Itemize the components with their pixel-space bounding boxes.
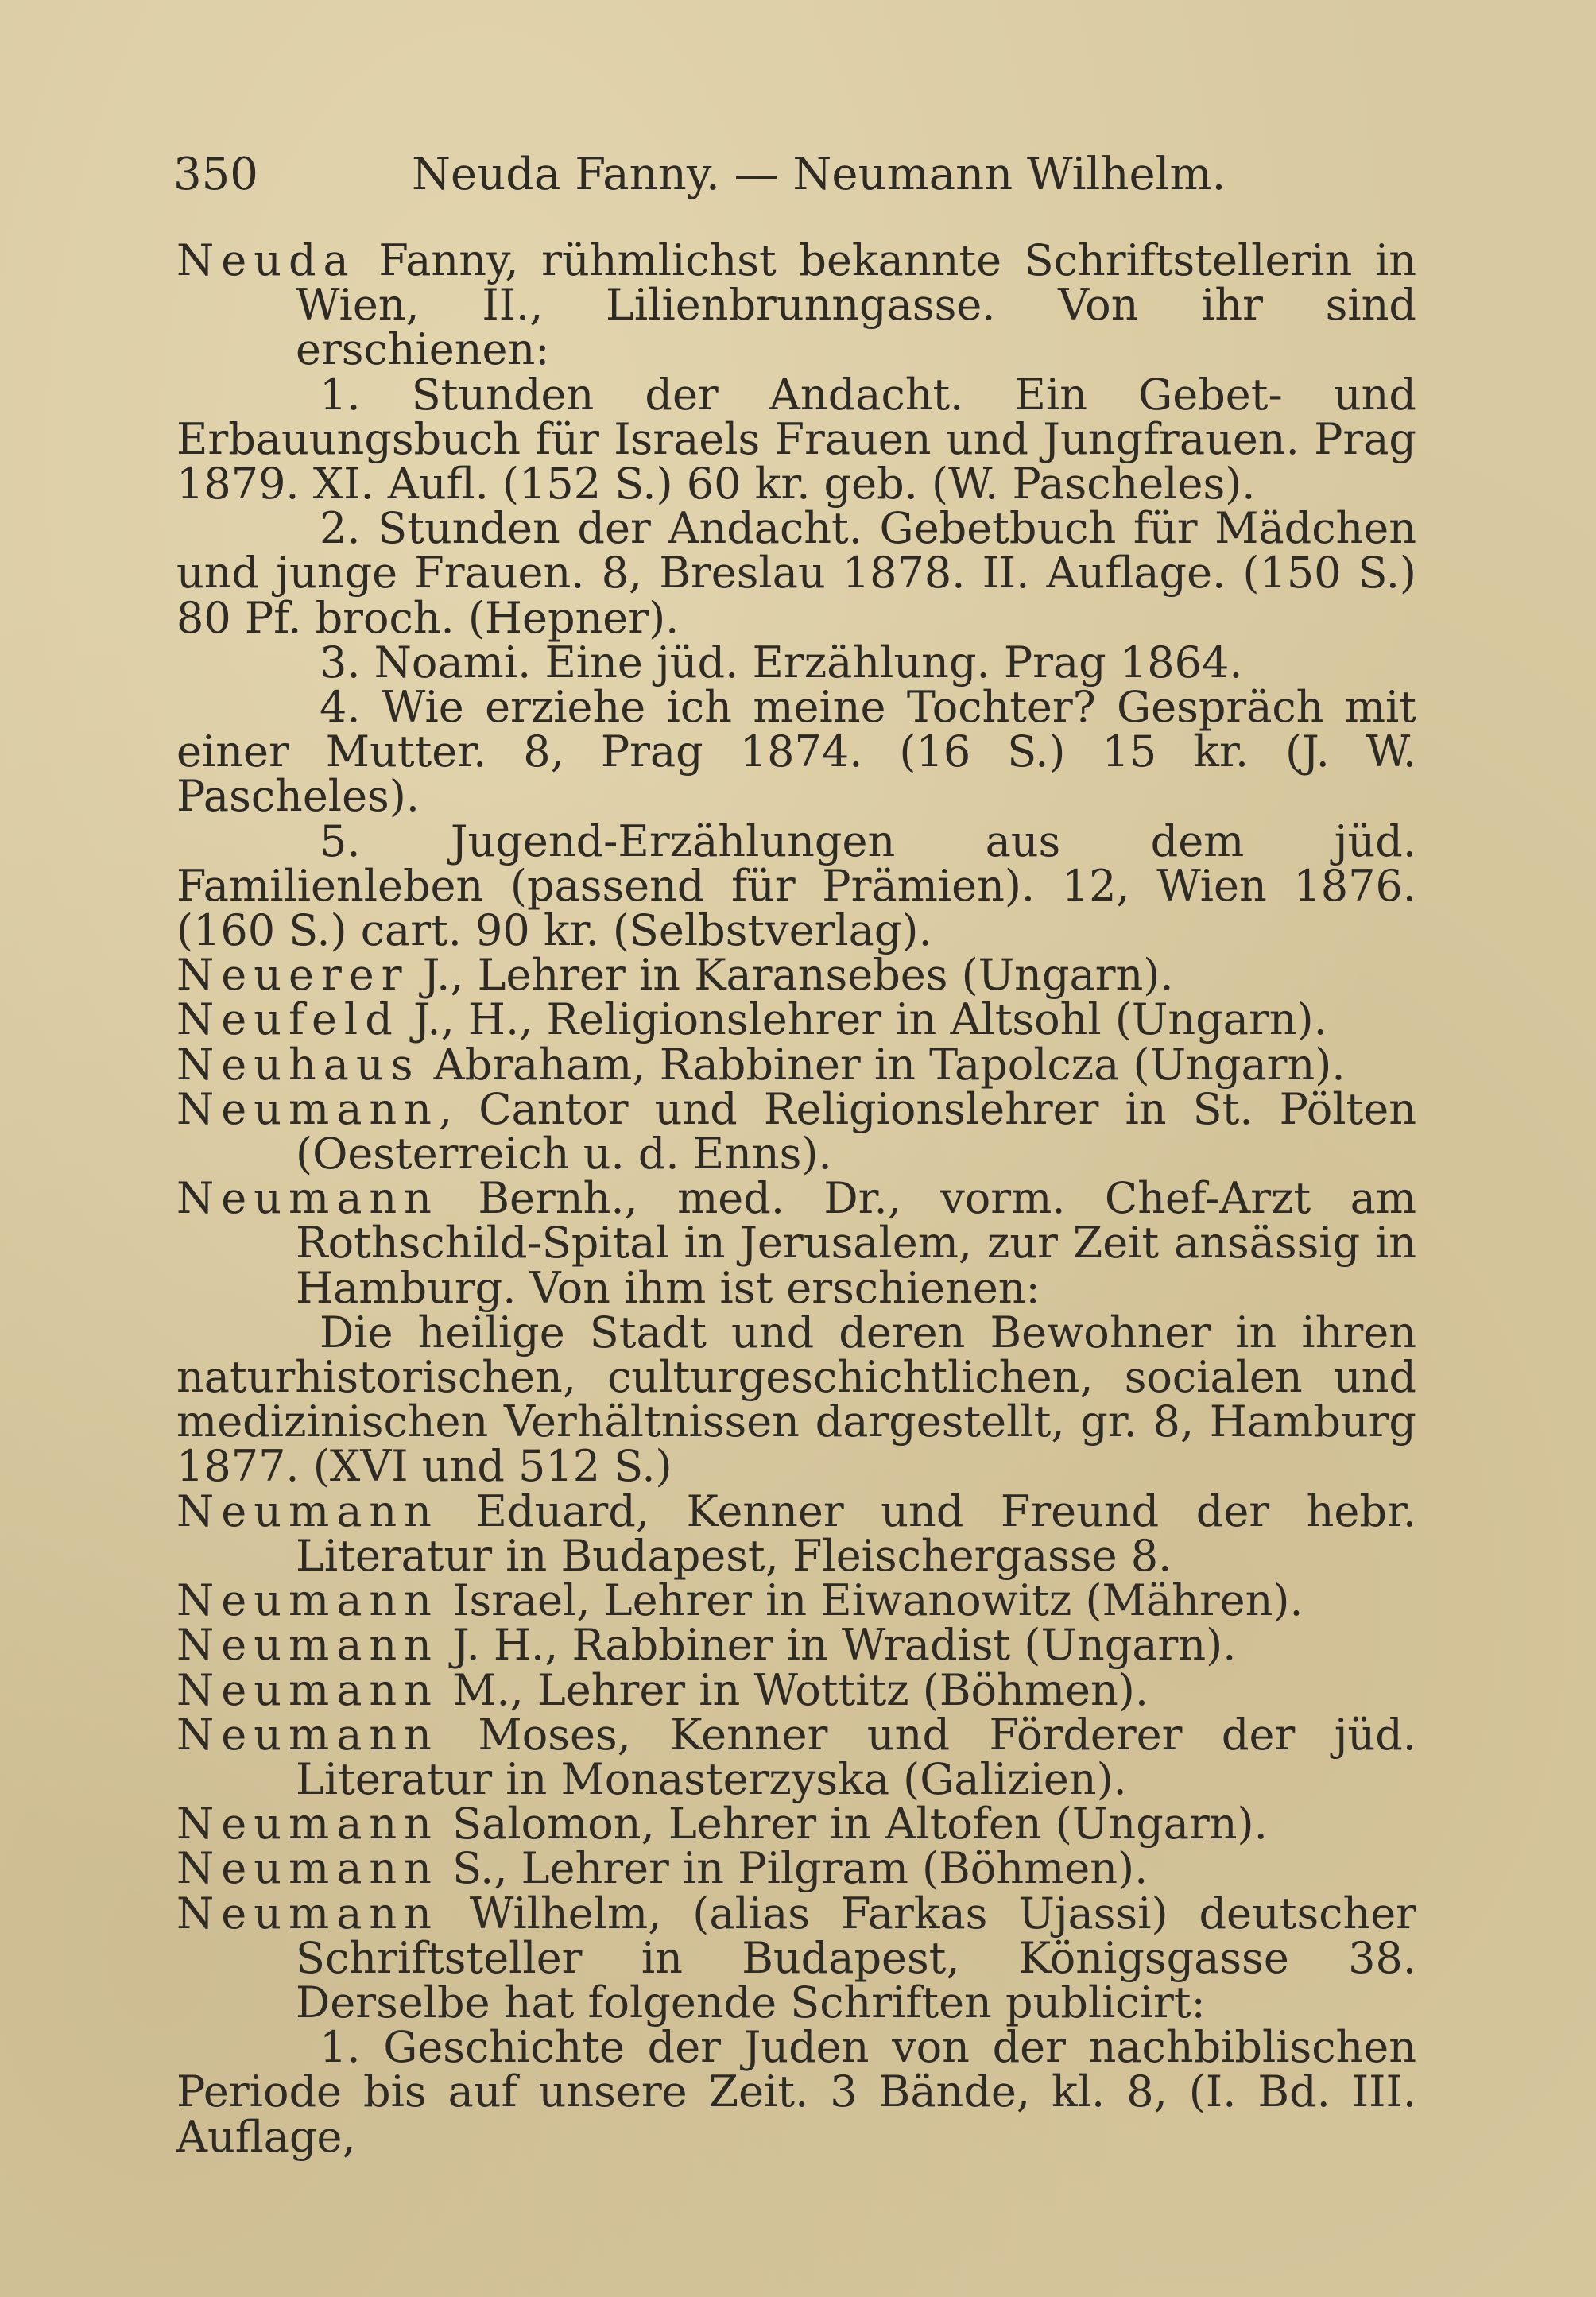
page-header [173,149,1226,200]
entry-text: Wilhelm, (alias Farkas Ujassi) deutscher Schriftsteller in Budapest, Königsgasse 38. Derselbe hat folgende Schriften publicirt: [296,1888,1416,2028]
entry-surname: Neumann [176,1083,439,1134]
entry-text: M., Lehrer in Wottitz (Böhmen). [438,1664,1149,1715]
entry-neumann-eduard [176,1485,1416,1581]
entry-surname: Neumann [176,1843,439,1894]
entry-surname: Neumann [176,1799,439,1850]
entry-text: Bernh., med. Dr., vorm. Chef-Arzt am Rothschild-Spital in Jerusalem, zur Zeit ansässig in Hamburg. Von ihm ist erschienen: [296,1173,1416,1313]
entry-surname: Neuda [176,235,356,285]
work-item: 1. Geschichte der Juden von der nachbiblischen Periode bis auf unsere Zeit. 3 Bände, kl. 8, (I. Bd. III. Auflage, [176,2022,1416,2162]
entry-text: J., Lehrer in Karansebes (Ungarn). [409,950,1174,1001]
work-item: 3. Noami. Eine jüd. Erzählung. Prag 1864. [320,637,1243,688]
entry-text: Fanny, rühmlichst bekannte Schriftstellerin in Wien, II., Lilienbrunngasse. Von ihr sind erschienen: [296,235,1416,375]
entry-neumann-s [176,1843,1416,1894]
entry-text: S., Lehrer in Pilgram (Böhmen). [438,1843,1149,1894]
entry-text: , Cantor und Religionslehrer in St. Pölten (Oesterreich u. d. Enns). [296,1083,1416,1179]
entry-surname: Neumann [176,1888,439,1939]
entry-neufeld [176,994,1416,1045]
entry-neumann-jh [176,1620,1416,1671]
work-item: 1. Stunden der Andacht. Ein Gebet- und Erbauungsbuch für Israels Frauen und Jungfrauen. Prag 1879. XI. Aufl. (152 S.) 60 kr. geb. (W. Pascheles). [176,369,1416,509]
entry-surname: Neumann [176,1709,439,1760]
entry-neumann-bernh [176,1173,1416,1313]
work-item: 5. Jugend-Erzählungen aus dem jüd. Familienleben (passend für Prämien). 12, Wien 1876. (160 S.) cart. 90 kr. (Selbstverlag). [176,815,1416,956]
entry-neumann-m [176,1664,1416,1715]
entry-neuerer [176,950,1416,1001]
running-title: Neuda Fanny. — Neumann Wilhelm. [412,149,1226,200]
work-item: 2. Stunden der Andacht. Gebetbuch für Mädchen und junge Frauen. 8, Breslau 1878. II. Auflage. (150 S.) 80 Pf. broch. (Hepner). [176,503,1416,643]
entry-neumann-salomon [176,1799,1416,1850]
page-body [176,235,1416,2162]
entry-text: Eduard, Kenner und Freund der hebr. Literatur in Budapest, Fleischergasse 8. [296,1485,1416,1581]
entry-neumann-cantor [176,1083,1416,1179]
entry-surname: Neumann [176,1485,439,1536]
entry-surname: Neuerer [176,950,409,1001]
entry-neumann-israel [176,1575,1416,1626]
entry-surname: Neumann [176,1173,439,1224]
entry-text: Abraham, Rabbiner in Tapolcza (Ungarn). [420,1039,1346,1090]
entry-text: J., H., Religionslehrer in Altsohl (Ungarn). [399,994,1327,1045]
entry-neumann-moses [176,1709,1416,1804]
entry-surname: Neumann [176,1575,439,1626]
entry-surname: Neumann [176,1664,439,1715]
entry-text: J. H., Rabbiner in Wradist (Ungarn). [438,1620,1237,1671]
entry-surname: Neufeld [176,994,400,1045]
entry-surname: Neumann [176,1620,439,1671]
page-number: 350 [173,149,258,200]
entry-text: Moses, Kenner und Förderer der jüd. Literatur in Monasterzyska (Galizien). [296,1709,1416,1804]
entry-text: Israel, Lehrer in Eiwanowitz (Mähren). [438,1575,1304,1626]
entry-text: Salomon, Lehrer in Altofen (Ungarn). [438,1799,1268,1850]
work-item: 4. Wie erziehe ich meine Tochter? Gespräch mit einer Mutter. 8, Prag 1874. (16 S.) 15 kr. (J. W. Pascheles). [176,682,1416,822]
entry-neumann-wilhelm [176,1888,1416,2028]
entry-surname: Neuhaus [176,1039,420,1090]
entry-neuda-fanny [176,235,1416,375]
entry-neuhaus [176,1039,1416,1090]
work-item: Die heilige Stadt und deren Bewohner in ihren naturhistorischen, culturgeschichtlichen, socialen und medizinischen Verhältnissen dargestellt, gr. 8, Hamburg 1877. (XVI und 512 S.) [176,1307,1416,1492]
